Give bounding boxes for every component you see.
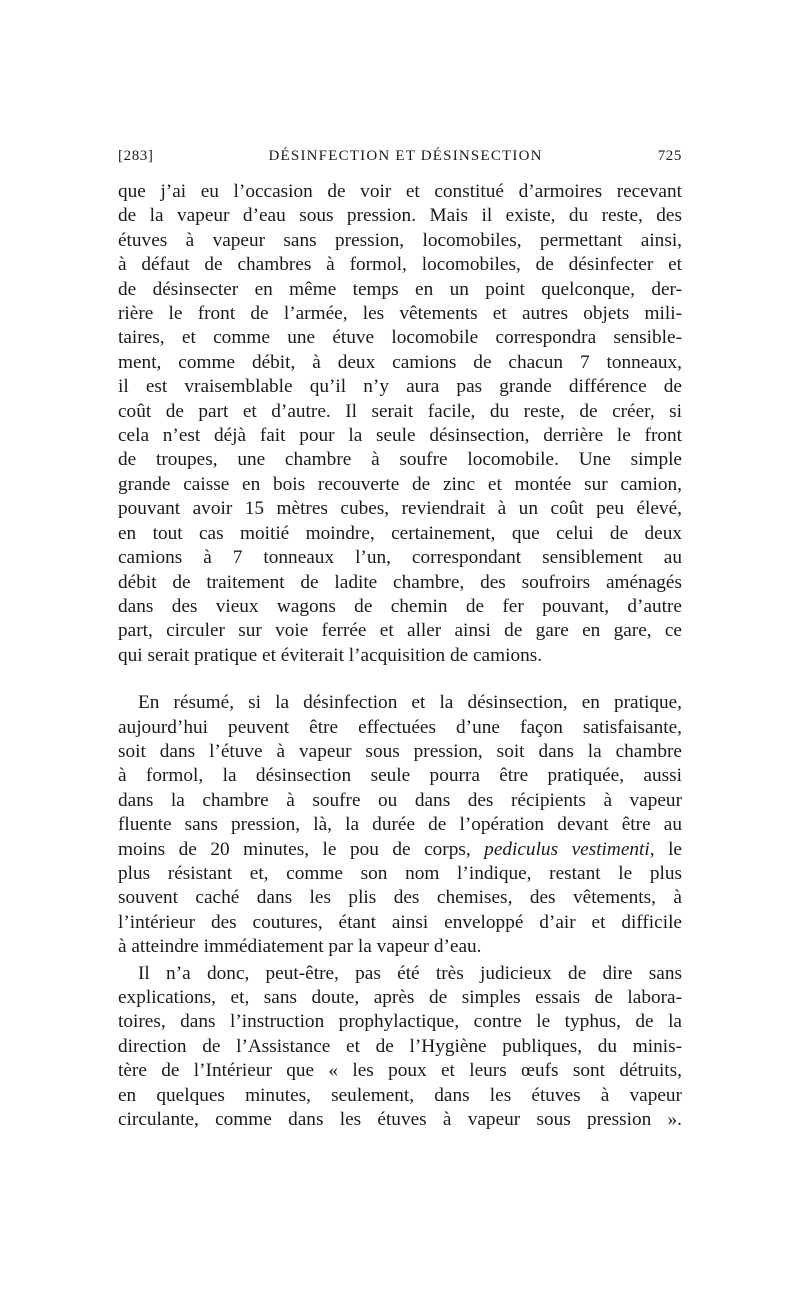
text-line: souvent caché dans les plis des chemises, des vêtements, à [118,887,682,909]
text-line: qui serait pratique et éviterait l’acquisition de camions. [118,644,543,666]
text-line: dans des vieux wagons de chemin de fer pouvant, d’autre [118,595,682,617]
text-line: en quelques minutes, seulement, dans les étuves à vapeur [118,1084,682,1106]
text-line: explications, et, sans doute, après de simples essais de labora- [118,987,682,1008]
text-line: circulante, comme dans les étuves à vapeur sous pression ». [118,1109,682,1131]
running-header [118,148,682,172]
text-line: aujourd’hui peuvent être effectuées d’une façon satisfaisante, [118,716,682,738]
text-line: que j’ai eu l’occasion de voir et constitué d’armoires recevant [118,181,682,202]
paragraph-3 [118,962,682,1133]
page-reference: [283] [118,148,154,164]
text-segment: , le [649,838,682,860]
text-line: de la vapeur d’eau sous pression. Mais il existe, du reste, des [118,205,682,227]
text-line: cela n’est déjà fait pour la seule désinsection, derrière le front [118,425,682,447]
running-title: DÉSINFECTION ET DÉSINSECTION [268,148,543,164]
text-line: à défaut de chambres à formol, locomobiles, de désinfecter et [118,254,682,276]
text-line: de troupes, une chambre à soufre locomobile. Une simple [118,449,682,471]
text-line: il est vraisemblable qu’il n’y aura pas grande différence de [118,376,682,398]
paragraph-2 [118,691,682,959]
text-line: débit de traitement de ladite chambre, des soufroirs aménagés [118,571,682,593]
text-line: grande caisse en bois recouverte de zinc et montée sur camion, [118,473,682,495]
text-line: en tout cas moitié moindre, certainement, que celui de deux [118,522,682,544]
text-line: En résumé, si la désinfection et la désinsection, en pratique, [138,692,682,714]
text-line: l’intérieur des coutures, étant ainsi enveloppé d’air et difficile [118,911,682,933]
book-page [118,148,682,1132]
text-line: fluente sans pression, là, la durée de l’opération devant être au [118,814,682,836]
text-line: Il n’a donc, peut-être, pas été très judicieux de dire sans [138,962,682,984]
text-line: toires, dans l’instruction prophylactique, contre le typhus, de la [118,1011,682,1033]
text-segment: moins de 20 minutes, le pou de corps, [118,838,485,860]
text-line: de désinsecter en même temps en un point quelconque, der- [118,278,682,300]
text-line: tère de l’Intérieur que « les poux et leurs œufs sont détruits, [118,1060,682,1082]
paragraph-1 [118,180,682,668]
text-line-with-latin [118,838,682,862]
text-line: taires, et comme une étuve locomobile correspondra sensible- [118,327,682,349]
text-line: ment, comme débit, à deux camions de chacun 7 tonneaux, [118,351,682,373]
text-line: étuves à vapeur sans pression, locomobiles, permettant ainsi, [118,229,682,251]
text-line: soit dans l’étuve à vapeur sous pression, soit dans la chambre [118,740,682,762]
text-line: direction de l’Assistance et de l’Hygiène publiques, du minis- [118,1035,682,1057]
text-line: rière le front de l’armée, les vêtements et autres objets mili- [118,303,682,325]
text-line: coût de part et d’autre. Il serait facile, du reste, de créer, si [118,400,682,422]
latin-species-name: pediculus vestimenti [484,838,650,860]
text-line: plus résistant et, comme son nom l’indique, restant le plus [118,862,682,884]
text-line: dans la chambre à soufre ou dans des récipients à vapeur [118,789,682,811]
text-line: pouvant avoir 15 mètres cubes, reviendrait à un coût peu élevé, [118,498,682,520]
page-number: 725 [657,148,682,164]
text-line: camions à 7 tonneaux l’un, correspondant sensiblement au [118,547,682,569]
text-line: à formol, la désinsection seule pourra être pratiquée, aussi [118,765,682,787]
text-line: à atteindre immédiatement par la vapeur d’eau. [118,936,482,958]
text-line: part, circuler sur voie ferrée et aller ainsi de gare en gare, ce [118,620,682,642]
